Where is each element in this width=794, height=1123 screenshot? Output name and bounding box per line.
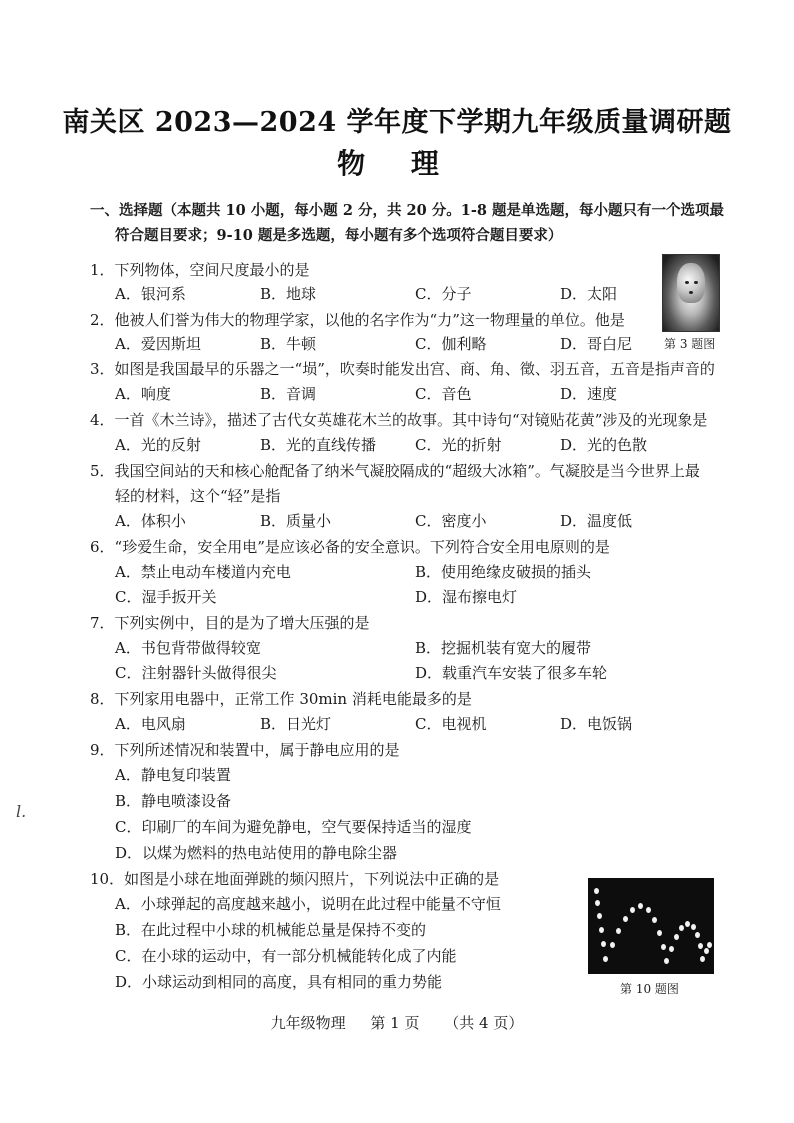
figure-10-caption: 第 10 题图 xyxy=(620,982,679,996)
question-10-stem: 10．如图是小球在地面弹跳的频闪照片，下列说法中正确的是 xyxy=(90,870,500,888)
section-heading-cont: 符合题目要求；9-10 题是多选题，每小题有多个选项符合题目要求） xyxy=(115,227,563,244)
q5-option-a: A．体积小 xyxy=(115,512,186,530)
page-footer xyxy=(0,1012,794,1033)
xun-body xyxy=(677,263,705,303)
q1-option-b: B．地球 xyxy=(260,285,317,303)
q1-option-a: A．银河系 xyxy=(115,285,186,303)
q9-option-d: D．以煤为燃料的热电站使用的静电除尘器 xyxy=(115,844,398,862)
q6-option-d: D．湿布擦电灯 xyxy=(415,588,518,606)
q7-option-b: B．挖掘机装有宽大的履带 xyxy=(415,639,592,657)
q5-option-d: D．温度低 xyxy=(560,512,633,530)
q3-option-b: B．音调 xyxy=(260,385,317,403)
ball-image xyxy=(661,944,666,950)
q4-option-d: D．光的色散 xyxy=(560,436,648,454)
q10-option-b: B．在此过程中小球的机械能总量是保持不变的 xyxy=(115,921,427,939)
q10-option-c: C．在小球的运动中，有一部分机械能转化成了内能 xyxy=(115,947,457,965)
q8-option-d: D．电饭锅 xyxy=(560,715,633,733)
q3-option-a: A．响度 xyxy=(115,385,171,403)
ball-image xyxy=(700,956,705,962)
q5-option-b: B．质量小 xyxy=(260,512,332,530)
q3-option-c: C．音色 xyxy=(415,385,472,403)
q6-option-c: C．湿手扳开关 xyxy=(115,588,217,606)
ball-image xyxy=(657,930,662,936)
ball-image xyxy=(695,932,700,938)
ball-image xyxy=(669,946,674,952)
q6-option-b: B．使用绝缘皮破损的插头 xyxy=(415,563,592,581)
ball-image xyxy=(707,942,712,948)
q8-option-b: B．日光灯 xyxy=(260,715,332,733)
q7-option-c: C．注射器针头做得很尖 xyxy=(115,664,277,682)
q2-option-d: D．哥白尼 xyxy=(560,335,633,353)
q9-option-a: A．静电复印装置 xyxy=(115,766,231,784)
ball-image xyxy=(623,916,628,922)
ball-image xyxy=(691,924,696,930)
question-5-stem: 5．我国空间站的天和核心舱配备了纳米气凝胶隔成的“超级大冰箱”。气凝胶是当今世界上最 xyxy=(90,462,700,480)
ball-image xyxy=(599,927,604,933)
xun-hole xyxy=(689,291,693,294)
ball-image xyxy=(704,948,709,954)
q4-option-c: C．光的折射 xyxy=(415,436,502,454)
ball-image xyxy=(652,917,657,923)
q8-option-c: C．电视机 xyxy=(415,715,487,733)
section-heading: 一、选择题（本题共 10 小题，每小题 2 分，共 20 分。1-8 题是单选题，每小题只有一个选项最 xyxy=(90,202,724,219)
question-4-stem: 4．一首《木兰诗》，描述了古代女英雄花木兰的故事。其中诗句“对镜贴花黄”涉及的光现象是 xyxy=(90,411,708,429)
q2-option-a: A．爱因斯坦 xyxy=(115,335,201,353)
q7-option-d: D．载重汽车安装了很多车轮 xyxy=(415,664,608,682)
footer-subject: 九年级物理 xyxy=(270,1014,346,1032)
q3-option-d: D．速度 xyxy=(560,385,618,403)
bouncing-ball-photo xyxy=(588,878,714,974)
ball-image xyxy=(601,941,606,947)
ball-image xyxy=(603,956,608,962)
q8-option-a: A．电风扇 xyxy=(115,715,186,733)
footer-page-number: 第 1 页 xyxy=(370,1014,420,1032)
question-8-stem: 8．下列家用电器中，正常工作 30min 消耗电能最多的是 xyxy=(90,690,472,708)
q6-option-a: A．禁止电动车楼道内充电 xyxy=(115,563,291,581)
ball-image xyxy=(646,907,651,913)
ball-image xyxy=(674,934,679,940)
question-9-stem: 9．下列所述情况和装置中，属于静电应用的是 xyxy=(90,741,400,759)
xun-hole xyxy=(685,281,689,284)
q2-option-c: C．伽利略 xyxy=(415,335,487,353)
exam-title: 南关区 2023—2024 学年度下学期九年级质量调研题 xyxy=(62,107,732,138)
q7-option-a: A．书包背带做得较宽 xyxy=(115,639,261,657)
ball-image xyxy=(664,958,669,964)
question-1-stem: 1．下列物体，空间尺度最小的是 xyxy=(90,261,310,279)
ball-image xyxy=(698,943,703,949)
q9-option-b: B．静电喷漆设备 xyxy=(115,792,232,810)
question-6-stem: 6．“珍爱生命，安全用电”是应该必备的安全意识。下列符合安全用电原则的是 xyxy=(90,538,610,556)
q5-option-c: C．密度小 xyxy=(415,512,487,530)
q2-option-b: B．牛顿 xyxy=(260,335,317,353)
margin-pencil-mark: l. xyxy=(16,802,27,821)
footer-total-pages: （共 4 页） xyxy=(444,1014,524,1032)
question-5-stem-cont: 轻的材料，这个“轻”是指 xyxy=(115,487,281,505)
q1-option-d: D．太阳 xyxy=(560,285,618,303)
xun-hole xyxy=(694,281,698,284)
q10-option-d: D．小球运动到相同的高度，具有相同的重力势能 xyxy=(115,973,443,991)
q9-option-c: C．印刷厂的车间为避免静电，空气要保持适当的湿度 xyxy=(115,818,472,836)
question-2-stem: 2．他被人们誉为伟大的物理学家，以他的名字作为“力”这一物理量的单位。他是 xyxy=(90,311,625,329)
ball-image xyxy=(595,900,600,906)
ball-image xyxy=(597,913,602,919)
subject-title: 物 理 xyxy=(337,147,457,180)
ball-image xyxy=(638,903,643,909)
xun-instrument-photo xyxy=(662,254,720,332)
q4-option-a: A．光的反射 xyxy=(115,436,201,454)
ball-image xyxy=(610,942,615,948)
ball-image xyxy=(616,928,621,934)
ball-image xyxy=(594,888,599,894)
ball-image xyxy=(685,921,690,927)
q4-option-b: B．光的直线传播 xyxy=(260,436,377,454)
question-3-stem: 3．如图是我国最早的乐器之一“埙”，吹奏时能发出宫、商、角、徵、羽五音，五音是指声音的 xyxy=(90,360,715,378)
question-7-stem: 7．下列实例中，目的是为了增大压强的是 xyxy=(90,614,370,632)
figure-3-caption: 第 3 题图 xyxy=(664,337,716,351)
q1-option-c: C．分子 xyxy=(415,285,472,303)
q10-option-a: A．小球弹起的高度越来越小，说明在此过程中能量不守恒 xyxy=(115,895,501,913)
ball-image xyxy=(630,907,635,913)
ball-image xyxy=(679,925,684,931)
